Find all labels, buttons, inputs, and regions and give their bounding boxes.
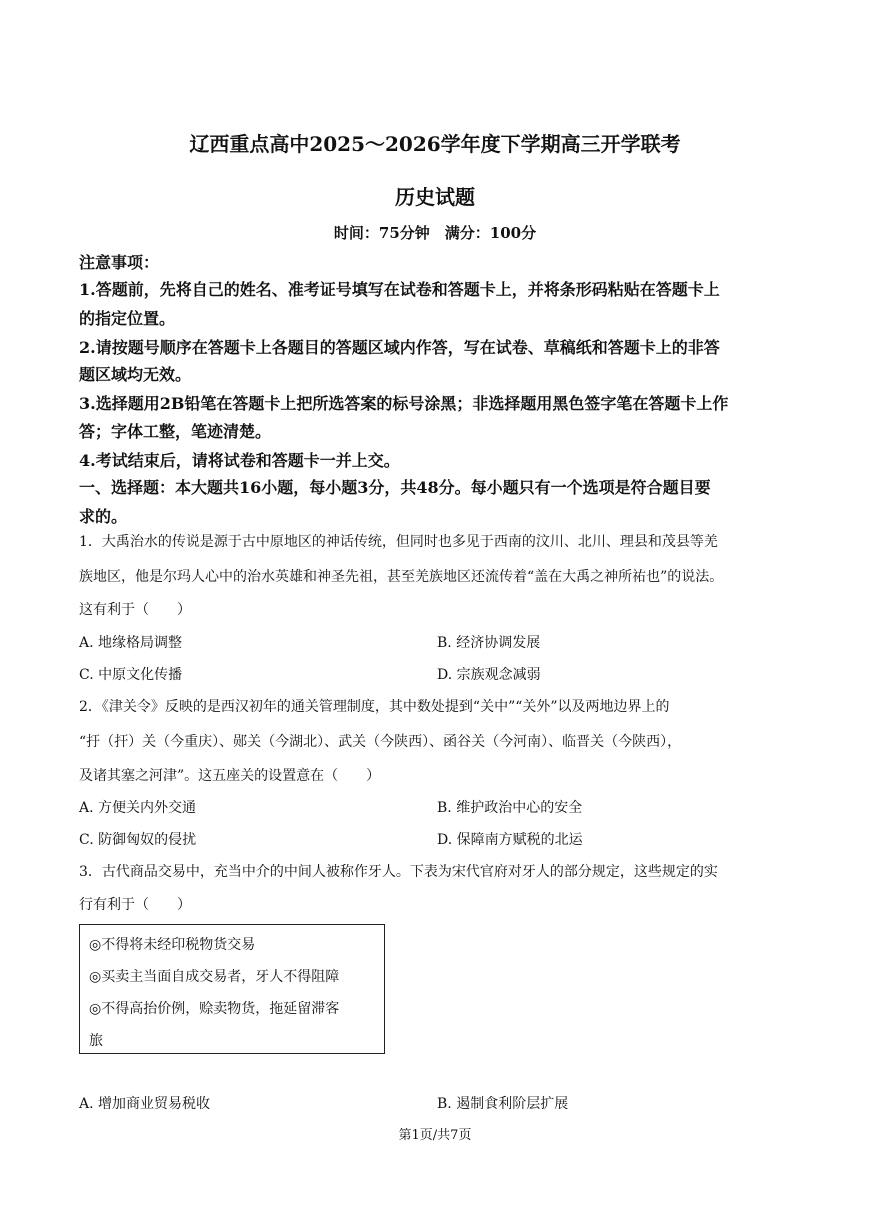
exam-subject: 历史试题 [395, 185, 475, 209]
question-2-option-d[interactable]: D. 保障南方赋税的北运 [437, 832, 583, 848]
notice-heading: 注意事项： [79, 253, 160, 272]
exam-title: 辽西重点高中2025～2026学年度下学期高三开学联考 [189, 132, 681, 156]
question-2-option-b[interactable]: B. 维护政治中心的安全 [437, 800, 583, 816]
exam-time-info: 时间：75分钟 满分：100分 [333, 224, 537, 242]
notice-line: 4.考试结束后，请将试卷和答题卡一并上交。 [79, 451, 400, 470]
question-3-option-b[interactable]: B. 遏制食利阶层扩展 [437, 1096, 569, 1112]
question-1-option-c[interactable]: C. 中原文化传播 [79, 667, 183, 683]
regulation-line: ◎不得高抬价例，赊卖物货，拖延留滞客 [89, 1001, 340, 1017]
question-1-option-a[interactable]: A. 地缘格局调整 [79, 635, 183, 651]
question-1-text: 族地区，他是尔玛人心中的治水英雄和神圣先祖，甚至羌族地区还流传着“盖在大禹之神所祐也”的说法。 [79, 569, 724, 585]
regulation-line: ◎不得将未经印税物货交易 [89, 937, 256, 953]
question-2-text: “扜（扞）关（今重庆）、郧关（今湖北）、武关（今陕西）、函谷关（今河南）、临晋关（今陕西）， [79, 734, 682, 750]
section-heading-line: 求的。 [79, 507, 128, 526]
notice-line: 3.选择题用2B铅笔在答题卡上把所选答案的标号涂黑；非选择题用黑色签字笔在答题卡上作 [79, 394, 729, 413]
regulation-line: 旅 [89, 1033, 103, 1049]
question-3-text: 3．古代商品交易中，充当中介的中间人被称作牙人。下表为宋代官府对牙人的部分规定，这些规定的实 [79, 864, 718, 880]
question-3-option-a[interactable]: A. 增加商业贸易税收 [79, 1096, 211, 1112]
question-3-text: 行有利于（ ） [79, 897, 191, 913]
question-2-text: 及诸其塞之河津”。这五座关的设置意在（ ） [79, 768, 381, 784]
notice-line: 答；字体工整，笔迹清楚。 [79, 422, 272, 441]
question-1-option-b[interactable]: B. 经济协调发展 [437, 635, 541, 651]
page-number: 第1页/共7页 [398, 1128, 472, 1143]
question-1-text: 1．大禹治水的传说是源于古中原地区的神话传统，但同时也多见于西南的汶川、北川、理县和茂县等羌 [79, 534, 718, 550]
notice-line: 1.答题前，先将自己的姓名、准考证号填写在试卷和答题卡上，并将条形码粘贴在答题卡上 [79, 280, 720, 299]
notice-line: 题区域均无效。 [79, 365, 192, 384]
regulation-line: ◎买卖主当面自成交易者，牙人不得阻障 [89, 969, 340, 985]
question-2-option-c[interactable]: C. 防御匈奴的侵扰 [79, 832, 197, 848]
question-1-text: 这有利于（ ） [79, 602, 191, 618]
section-heading-line: 一、选择题：本大题共16小题，每小题3分，共48分。每小题只有一个选项是符合题目要 [79, 478, 711, 497]
regulation-table [79, 924, 385, 1054]
notice-line: 的指定位置。 [79, 309, 176, 328]
question-2-text: 2．《津关令》反映的是西汉初年的通关管理制度，其中数处提到“关中”“关外”以及两地边界上的 [79, 699, 670, 715]
notice-line: 2.请按题号顺序在答题卡上各题目的答题区域内作答，写在试卷、草稿纸和答题卡上的非答 [79, 338, 720, 357]
question-1-option-d[interactable]: D. 宗族观念减弱 [437, 667, 541, 683]
question-2-option-a[interactable]: A. 方便关内外交通 [79, 800, 197, 816]
